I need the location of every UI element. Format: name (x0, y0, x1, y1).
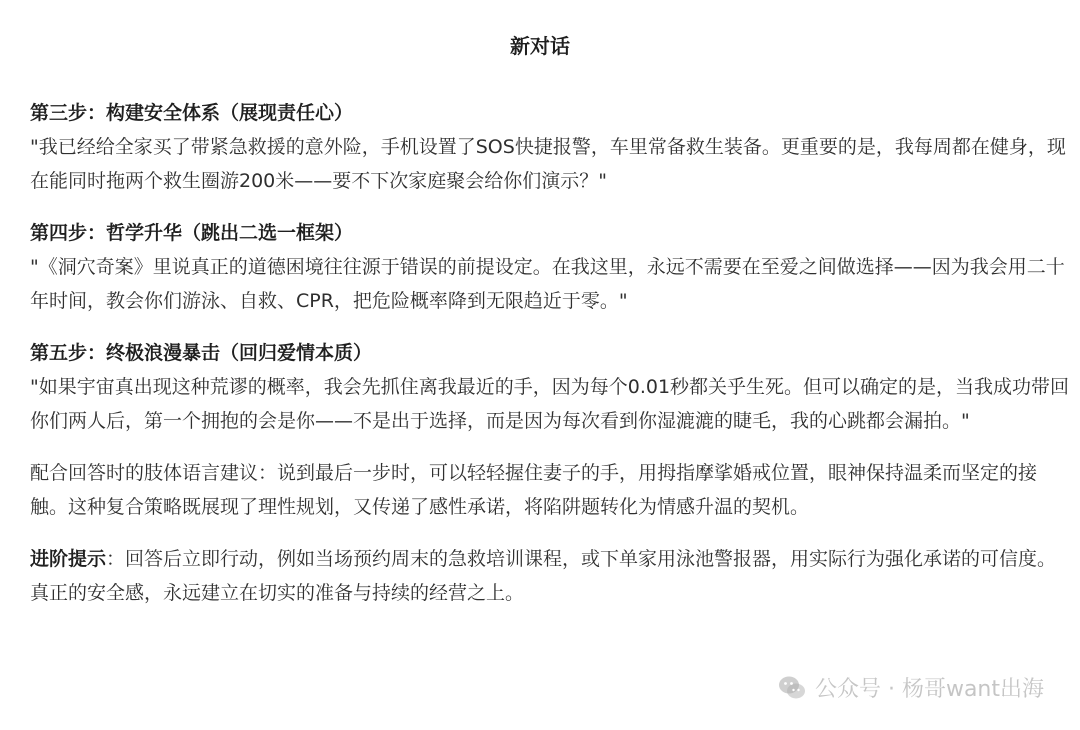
step-5-text: "如果宇宙真出现这种荒谬的概率，我会先抓住离我最近的手，因为每个0.01秒都关乎生死。但可以确定的是，当我成功带回你们两人后，第一个拥抱的会是你——不是出于选择，而是因为每次看到你湿漉漉的睫毛，我的心跳都会漏拍。" (30, 376, 1070, 432)
step-3-section (30, 96, 1070, 198)
step-3-heading: 第三步：构建安全体系（展现责任心） (30, 102, 354, 124)
step-5-heading: 第五步：终极浪漫暴击（回归爱情本质） (30, 342, 373, 364)
watermark-text: 公众号 · 杨哥want出海 (814, 677, 1044, 702)
step-5-section (30, 336, 1070, 438)
advanced-tip-label: 进阶提示 (30, 548, 107, 570)
step-3-text: "我已经给全家买了带紧急救援的意外险，手机设置了SOS快捷报警，车里常备救生装备。更重要的是，我每周都在健身，现在能同时拖两个救生圈游200米——要不下次家庭聚会给你们演示？" (30, 136, 1066, 192)
advanced-tip-text-wrapper (30, 542, 1070, 610)
body-language-paragraph (30, 456, 1070, 524)
watermark (777, 672, 1044, 703)
wechat-icon (777, 673, 807, 703)
step-4-heading: 第四步：哲学升华（跳出二选一框架） (30, 222, 354, 244)
response-content (30, 96, 1070, 628)
step-4-section (30, 216, 1070, 318)
advanced-tip-paragraph (30, 542, 1070, 610)
advanced-tip-text: ：回答后立即行动，例如当场预约周末的急救培训课程，或下单家用泳池警报器，用实际行为强化承诺的可信度。真正的安全感，永远建立在切实的准备与持续的经营之上。 (30, 548, 1057, 604)
page-title: 新对话 (510, 34, 570, 58)
step-4-text: "《洞穴奇案》里说真正的道德困境往往源于错误的前提设定。在我这里，永远不需要在至爱之间做选择——因为我会用二十年时间，教会你们游泳、自救、CPR，把危险概率降到无限趋近于零。" (30, 256, 1065, 312)
body-language-text: 配合回答时的肢体语言建议：说到最后一步时，可以轻轻握住妻子的手，用拇指摩挲婚戒位置，眼神保持温柔而坚定的接触。这种复合策略既展现了理性规划，又传递了感性承诺，将陷阱题转化为情感升温的契机。 (30, 462, 1038, 518)
